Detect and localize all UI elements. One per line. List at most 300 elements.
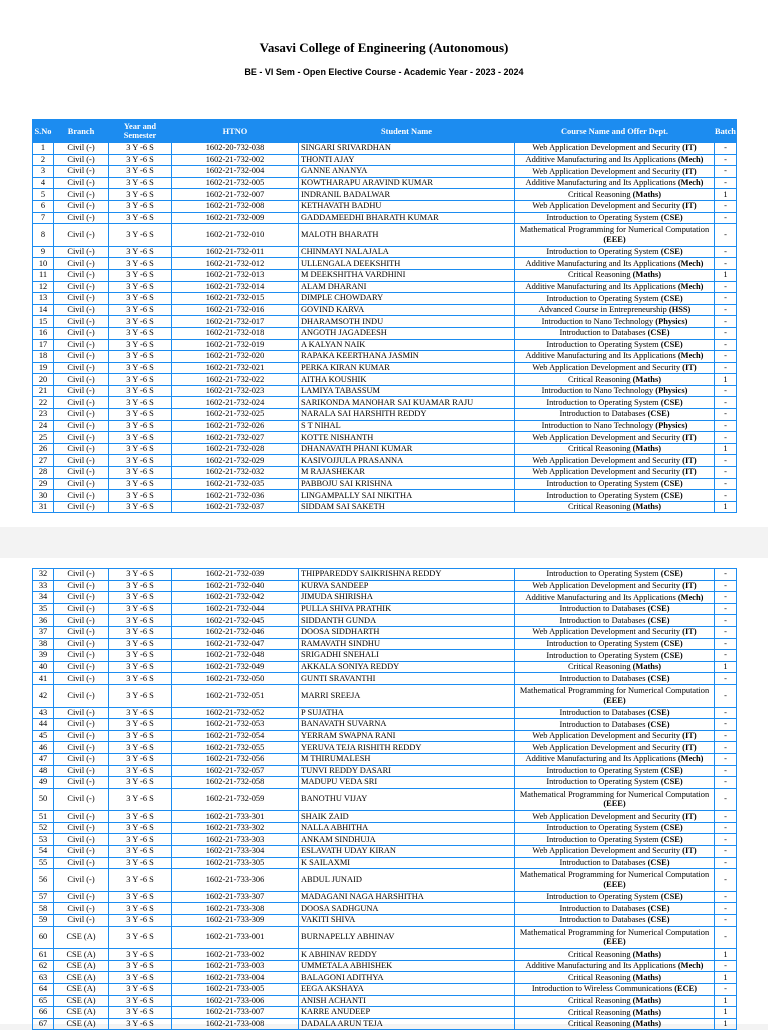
cell-branch: Civil (-) [54, 385, 109, 397]
table-row [33, 269, 737, 281]
cell-student-name: ANISH ACHANTI [299, 995, 515, 1007]
cell-batch: - [715, 603, 737, 615]
cell-student-name: A KALYAN NAIK [299, 339, 515, 351]
cell-student-name: SIDDANTH GUNDA [299, 615, 515, 627]
cell-batch: - [715, 960, 737, 972]
document-subtitle: BE - VI Sem - Open Elective Course - Academic Year - 2023 - 2024 [244, 67, 524, 77]
cell-branch: Civil (-) [54, 857, 109, 869]
cell-branch: Civil (-) [54, 788, 109, 811]
cell-branch: Civil (-) [54, 730, 109, 742]
course-dept: CSE [663, 834, 680, 844]
course-dept: CSE [663, 892, 680, 902]
cell-branch: Civil (-) [54, 915, 109, 927]
cell-student-name: THIPPAREDDY SAIKRISHNA REDDY [299, 569, 515, 581]
course-name: Critical Reasoning [567, 972, 631, 982]
cell-year-semester: 3 Y -6 S [109, 684, 172, 707]
cell-sno: 36 [33, 615, 54, 627]
table-row [33, 304, 737, 316]
course-dept: Maths [635, 662, 659, 672]
course-name: Additive Manufacturing and Its Applications [525, 592, 676, 602]
cell-year-semester: 3 Y -6 S [109, 626, 172, 638]
table-row [33, 281, 737, 293]
cell-batch: - [715, 719, 737, 731]
cell-batch: - [715, 339, 737, 351]
course-name: Introduction to Operating System [546, 823, 659, 833]
cell-student-name: ALAM DHARANI [299, 281, 515, 293]
cell-branch: Civil (-) [54, 765, 109, 777]
cell-htno: 1602-21-732-005 [172, 177, 299, 189]
course-name: Additive Manufacturing and Its Applications [525, 178, 676, 188]
course-dept: Maths [635, 972, 659, 982]
cell-batch: 1 [715, 995, 737, 1007]
cell-htno: 1602-21-732-032 [172, 467, 299, 479]
cell-batch: - [715, 903, 737, 915]
cell-course: Mathematical Programming for Numerical Computation (EEE) [515, 869, 715, 892]
course-dept: Maths [635, 1019, 659, 1029]
table-row [33, 467, 737, 479]
header-branch: Branch [54, 120, 109, 143]
course-dept: Mech [680, 961, 701, 971]
table-row [33, 339, 737, 351]
cell-batch: - [715, 258, 737, 270]
header-sno: S.No [33, 120, 54, 143]
cell-course: Introduction to Databases (CSE) [515, 327, 715, 339]
cell-student-name: BANAVATH SUVARNA [299, 719, 515, 731]
cell-sno: 45 [33, 730, 54, 742]
cell-batch: 1 [715, 501, 737, 513]
cell-batch: - [715, 385, 737, 397]
cell-sno: 4 [33, 177, 54, 189]
cell-sno: 64 [33, 984, 54, 996]
course-name: Critical Reasoning [567, 662, 631, 672]
cell-sno: 38 [33, 638, 54, 650]
course-dept: HSS [671, 305, 688, 315]
course-dept: CSE [663, 765, 680, 775]
cell-year-semester: 3 Y -6 S [109, 200, 172, 212]
course-name: Introduction to Databases [559, 328, 646, 338]
cell-year-semester: 3 Y -6 S [109, 478, 172, 490]
cell-branch: Civil (-) [54, 580, 109, 592]
cell-student-name: GANNE ANANYA [299, 166, 515, 178]
cell-branch: Civil (-) [54, 846, 109, 858]
course-name: Critical Reasoning [567, 189, 631, 199]
cell-batch: - [715, 467, 737, 479]
course-name: Introduction to Databases [559, 858, 646, 868]
cell-branch: CSE (A) [54, 949, 109, 961]
course-dept: CSE [663, 397, 680, 407]
cell-course: Additive Manufacturing and Its Applications (Mech) [515, 592, 715, 604]
course-dept: CSE [650, 409, 667, 419]
cell-branch: Civil (-) [54, 615, 109, 627]
cell-branch: Civil (-) [54, 351, 109, 363]
course-dept: CSE [663, 339, 680, 349]
cell-course: Web Application Development and Security (IT) [515, 742, 715, 754]
cell-batch: - [715, 569, 737, 581]
cell-course: Mathematical Programming for Numerical Computation (EEE) [515, 224, 715, 247]
course-name: Web Application Development and Security [532, 811, 681, 821]
cell-batch: - [715, 673, 737, 685]
cell-batch: 1 [715, 972, 737, 984]
cell-student-name: ABDUL JUNAID [299, 869, 515, 892]
course-name: Introduction to Operating System [546, 247, 659, 257]
cell-year-semester: 3 Y -6 S [109, 915, 172, 927]
table-row [33, 753, 737, 765]
cell-branch: Civil (-) [54, 903, 109, 915]
cell-branch: CSE (A) [54, 926, 109, 949]
cell-batch: - [715, 857, 737, 869]
cell-student-name: KARRE ANUDEEP [299, 1007, 515, 1019]
course-dept: CSE [663, 777, 680, 787]
cell-batch: - [715, 212, 737, 224]
cell-batch: - [715, 788, 737, 811]
cell-branch: Civil (-) [54, 478, 109, 490]
cell-year-semester: 3 Y -6 S [109, 362, 172, 374]
cell-branch: Civil (-) [54, 420, 109, 432]
cell-htno: 1602-21-732-054 [172, 730, 299, 742]
course-dept: EEE [606, 234, 623, 244]
course-name: Additive Manufacturing and Its Applications [525, 258, 676, 268]
course-dept: CSE [663, 638, 680, 648]
course-name: Web Application Development and Security [532, 455, 681, 465]
cell-batch: - [715, 293, 737, 305]
cell-student-name: VAKITI SHIVA [299, 915, 515, 927]
cell-sno: 9 [33, 246, 54, 258]
cell-student-name: KURVA SANDEEP [299, 580, 515, 592]
cell-branch: CSE (A) [54, 1007, 109, 1019]
cell-student-name: INDRANIL BADALWAR [299, 189, 515, 201]
cell-year-semester: 3 Y -6 S [109, 926, 172, 949]
table-row [33, 857, 737, 869]
table-row [33, 650, 737, 662]
course-name: Web Application Development and Security [532, 201, 681, 211]
cell-year-semester: 3 Y -6 S [109, 467, 172, 479]
course-name: Introduction to Databases [559, 673, 646, 683]
cell-branch: Civil (-) [54, 443, 109, 455]
cell-sno: 50 [33, 788, 54, 811]
course-name: Introduction to Operating System [546, 638, 659, 648]
table-row [33, 926, 737, 949]
course-dept: EEE [606, 695, 623, 705]
cell-course: Web Application Development and Security (IT) [515, 362, 715, 374]
cell-student-name: MALOTH BHARATH [299, 224, 515, 247]
cell-htno: 1602-21-732-019 [172, 339, 299, 351]
cell-sno: 5 [33, 189, 54, 201]
cell-htno: 1602-21-732-059 [172, 788, 299, 811]
cell-course: Introduction to Operating System (CSE) [515, 293, 715, 305]
cell-student-name: TUNVI REDDY DASARI [299, 765, 515, 777]
table-row [33, 246, 737, 258]
course-name: Critical Reasoning [567, 270, 631, 280]
course-dept: Maths [635, 444, 659, 454]
course-name: Additive Manufacturing and Its Applications [525, 154, 676, 164]
cell-course: Introduction to Operating System (CSE) [515, 834, 715, 846]
cell-batch: 1 [715, 374, 737, 386]
course-name: Introduction to Nano Technology [541, 316, 654, 326]
cell-htno: 1602-21-732-049 [172, 661, 299, 673]
table-header-row [33, 120, 737, 143]
cell-sno: 12 [33, 281, 54, 293]
cell-batch: - [715, 304, 737, 316]
table-row [33, 580, 737, 592]
cell-year-semester: 3 Y -6 S [109, 374, 172, 386]
cell-year-semester: 3 Y -6 S [109, 661, 172, 673]
cell-htno: 1602-21-732-058 [172, 777, 299, 789]
course-name: Additive Manufacturing and Its Applications [525, 754, 676, 764]
table-row [33, 626, 737, 638]
cell-htno: 1602-21-732-004 [172, 166, 299, 178]
course-dept: Maths [635, 270, 659, 280]
course-name: Introduction to Operating System [546, 569, 659, 579]
cell-batch: - [715, 224, 737, 247]
table-row [33, 615, 737, 627]
cell-course: Additive Manufacturing and Its Applications (Mech) [515, 753, 715, 765]
cell-sno: 10 [33, 258, 54, 270]
cell-student-name: ANGOTH JAGADEESH [299, 327, 515, 339]
cell-sno: 44 [33, 719, 54, 731]
cell-batch: - [715, 200, 737, 212]
cell-branch: Civil (-) [54, 650, 109, 662]
course-name: Introduction to Wireless Communications [531, 984, 673, 994]
cell-student-name: GUNTI SRAVANTHI [299, 673, 515, 685]
course-dept: Mech [680, 754, 701, 764]
cell-sno: 33 [33, 580, 54, 592]
table-row [33, 200, 737, 212]
table-body-page-1 [33, 143, 737, 513]
cell-course: Critical Reasoning (Maths) [515, 374, 715, 386]
cell-htno: 1602-21-732-026 [172, 420, 299, 432]
cell-batch: - [715, 626, 737, 638]
course-dept: IT [684, 432, 694, 442]
course-name: Introduction to Databases [559, 604, 646, 614]
table-row [33, 420, 737, 432]
cell-branch: Civil (-) [54, 166, 109, 178]
cell-student-name: M RAJASHEKAR [299, 467, 515, 479]
cell-branch: Civil (-) [54, 362, 109, 374]
cell-sno: 24 [33, 420, 54, 432]
cell-year-semester: 3 Y -6 S [109, 281, 172, 293]
cell-htno: 1602-21-733-303 [172, 834, 299, 846]
cell-batch: - [715, 409, 737, 421]
table-row [33, 846, 737, 858]
cell-batch: - [715, 316, 737, 328]
cell-student-name: PERKA KIRAN KUMAR [299, 362, 515, 374]
cell-student-name: M DEEKSHITHA VARDHINI [299, 269, 515, 281]
cell-batch: 1 [715, 189, 737, 201]
cell-course: Introduction to Operating System (CSE) [515, 478, 715, 490]
cell-year-semester: 3 Y -6 S [109, 822, 172, 834]
course-name: Introduction to Nano Technology [541, 386, 654, 396]
table-row [33, 385, 737, 397]
course-name: Additive Manufacturing and Its Applications [525, 281, 676, 291]
document-title: Vasavi College of Engineering (Autonomous) [259, 40, 509, 55]
cell-year-semester: 3 Y -6 S [109, 730, 172, 742]
cell-batch: - [715, 984, 737, 996]
course-name: Introduction to Operating System [546, 765, 659, 775]
cell-htno: 1602-21-732-013 [172, 269, 299, 281]
cell-batch: - [715, 166, 737, 178]
cell-sno: 47 [33, 753, 54, 765]
cell-year-semester: 3 Y -6 S [109, 949, 172, 961]
cell-htno: 1602-21-732-015 [172, 293, 299, 305]
course-dept: CSE [663, 650, 680, 660]
course-name: Introduction to Operating System [546, 479, 659, 489]
cell-htno: 1602-21-732-017 [172, 316, 299, 328]
course-name: Introduction to Databases [559, 915, 646, 925]
cell-student-name: KASIVOJJULA PRASANNA [299, 455, 515, 467]
cell-htno: 1602-21-733-001 [172, 926, 299, 949]
cell-sno: 67 [33, 1018, 54, 1030]
cell-course: Introduction to Wireless Communications (ECE) [515, 984, 715, 996]
cell-branch: Civil (-) [54, 626, 109, 638]
cell-course: Introduction to Databases (CSE) [515, 615, 715, 627]
cell-course: Introduction to Databases (CSE) [515, 857, 715, 869]
cell-course: Introduction to Databases (CSE) [515, 409, 715, 421]
cell-year-semester: 3 Y -6 S [109, 327, 172, 339]
cell-year-semester: 3 Y -6 S [109, 719, 172, 731]
cell-htno: 1602-21-732-010 [172, 224, 299, 247]
cell-htno: 1602-21-733-302 [172, 822, 299, 834]
cell-year-semester: 3 Y -6 S [109, 1007, 172, 1019]
cell-branch: Civil (-) [54, 707, 109, 719]
allotment-table-page-2 [32, 568, 737, 1030]
course-name: Web Application Development and Security [532, 742, 681, 752]
cell-course: Introduction to Operating System (CSE) [515, 891, 715, 903]
cell-student-name: THONTI AJAY [299, 154, 515, 166]
cell-student-name: MADAGANI NAGA HARSHITHA [299, 891, 515, 903]
course-dept: Mech [680, 281, 701, 291]
cell-htno: 1602-21-732-014 [172, 281, 299, 293]
course-name: Introduction to Operating System [546, 892, 659, 902]
cell-htno: 1602-21-732-027 [172, 432, 299, 444]
cell-branch: Civil (-) [54, 246, 109, 258]
cell-course: Web Application Development and Security (IT) [515, 626, 715, 638]
table-row [33, 177, 737, 189]
cell-batch: - [715, 246, 737, 258]
course-dept: CSE [663, 212, 680, 222]
cell-year-semester: 3 Y -6 S [109, 432, 172, 444]
course-dept: Maths [635, 189, 659, 199]
table-row [33, 397, 737, 409]
header-htno: HTNO [172, 120, 299, 143]
course-name: Introduction to Operating System [546, 293, 659, 303]
cell-year-semester: 3 Y -6 S [109, 891, 172, 903]
cell-batch: - [715, 143, 737, 155]
course-dept: IT [684, 455, 694, 465]
course-dept: Physics [658, 386, 685, 396]
course-dept: Physics [658, 421, 685, 431]
cell-course: Critical Reasoning (Maths) [515, 269, 715, 281]
cell-student-name: ULLENGALA DEEKSHITH [299, 258, 515, 270]
cell-branch: Civil (-) [54, 834, 109, 846]
course-dept: CSE [650, 673, 667, 683]
cell-batch: - [715, 362, 737, 374]
cell-course: Introduction to Operating System (CSE) [515, 246, 715, 258]
cell-sno: 19 [33, 362, 54, 374]
cell-branch: Civil (-) [54, 742, 109, 754]
cell-batch: - [715, 753, 737, 765]
cell-year-semester: 3 Y -6 S [109, 224, 172, 247]
cell-year-semester: 3 Y -6 S [109, 409, 172, 421]
cell-course: Introduction to Operating System (CSE) [515, 339, 715, 351]
cell-year-semester: 3 Y -6 S [109, 304, 172, 316]
course-name: Critical Reasoning [567, 1007, 631, 1017]
table-row [33, 684, 737, 707]
cell-student-name: UMMETALA ABHISHEK [299, 960, 515, 972]
cell-htno: 1602-21-732-048 [172, 650, 299, 662]
cell-year-semester: 3 Y -6 S [109, 592, 172, 604]
cell-year-semester: 3 Y -6 S [109, 603, 172, 615]
cell-htno: 1602-21-732-029 [172, 455, 299, 467]
cell-sno: 31 [33, 501, 54, 513]
cell-course: Introduction to Databases (CSE) [515, 707, 715, 719]
course-dept: EEE [606, 799, 623, 809]
cell-htno: 1602-21-732-021 [172, 362, 299, 374]
cell-student-name: KOWTHARAPU ARAVIND KUMAR [299, 177, 515, 189]
cell-student-name: DOOSA SADHGUNA [299, 903, 515, 915]
course-dept: IT [684, 201, 694, 211]
cell-branch: Civil (-) [54, 143, 109, 155]
cell-sno: 42 [33, 684, 54, 707]
course-name: Critical Reasoning [567, 502, 631, 512]
cell-year-semester: 3 Y -6 S [109, 246, 172, 258]
cell-htno: 1602-21-732-042 [172, 592, 299, 604]
cell-student-name: PABBOJU SAI KRISHNA [299, 478, 515, 490]
cell-sno: 39 [33, 650, 54, 662]
table-row [33, 569, 737, 581]
cell-batch: - [715, 915, 737, 927]
cell-course: Web Application Development and Security (IT) [515, 730, 715, 742]
cell-htno: 1602-21-732-052 [172, 707, 299, 719]
cell-batch: 1 [715, 269, 737, 281]
cell-batch: - [715, 397, 737, 409]
cell-student-name: LAMIYA TABASSUM [299, 385, 515, 397]
table-row [33, 374, 737, 386]
course-name: Mathematical Programming for Numerical Computation [519, 225, 710, 235]
cell-htno: 1602-21-732-035 [172, 478, 299, 490]
cell-year-semester: 3 Y -6 S [109, 397, 172, 409]
cell-course: Critical Reasoning (Maths) [515, 661, 715, 673]
cell-batch: - [715, 177, 737, 189]
course-name: Critical Reasoning [567, 444, 631, 454]
cell-course: Advanced Course in Entrepreneurship (HSS) [515, 304, 715, 316]
cell-course: Web Application Development and Security (IT) [515, 432, 715, 444]
cell-student-name: M THIRUMALESH [299, 753, 515, 765]
course-name: Critical Reasoning [567, 1019, 631, 1029]
cell-course: Additive Manufacturing and Its Applications (Mech) [515, 281, 715, 293]
course-name: Web Application Development and Security [532, 846, 681, 856]
header-student-name: Student Name [299, 120, 515, 143]
cell-branch: Civil (-) [54, 177, 109, 189]
table-row [33, 822, 737, 834]
cell-year-semester: 3 Y -6 S [109, 189, 172, 201]
cell-student-name: SRIGADHI SNEHALI [299, 650, 515, 662]
table-row [33, 777, 737, 789]
cell-year-semester: 3 Y -6 S [109, 455, 172, 467]
course-name: Web Application Development and Security [532, 143, 681, 153]
cell-year-semester: 3 Y -6 S [109, 177, 172, 189]
cell-year-semester: 3 Y -6 S [109, 846, 172, 858]
course-dept: Maths [635, 1007, 659, 1017]
course-name: Critical Reasoning [567, 995, 631, 1005]
table-row [33, 143, 737, 155]
cell-student-name: DADALA ARUN TEJA [299, 1018, 515, 1030]
cell-course: Additive Manufacturing and Its Applications (Mech) [515, 154, 715, 166]
cell-course: Introduction to Databases (CSE) [515, 903, 715, 915]
cell-batch: - [715, 869, 737, 892]
cell-htno: 1602-21-733-008 [172, 1018, 299, 1030]
cell-sno: 52 [33, 822, 54, 834]
course-dept: CSE [650, 719, 667, 729]
